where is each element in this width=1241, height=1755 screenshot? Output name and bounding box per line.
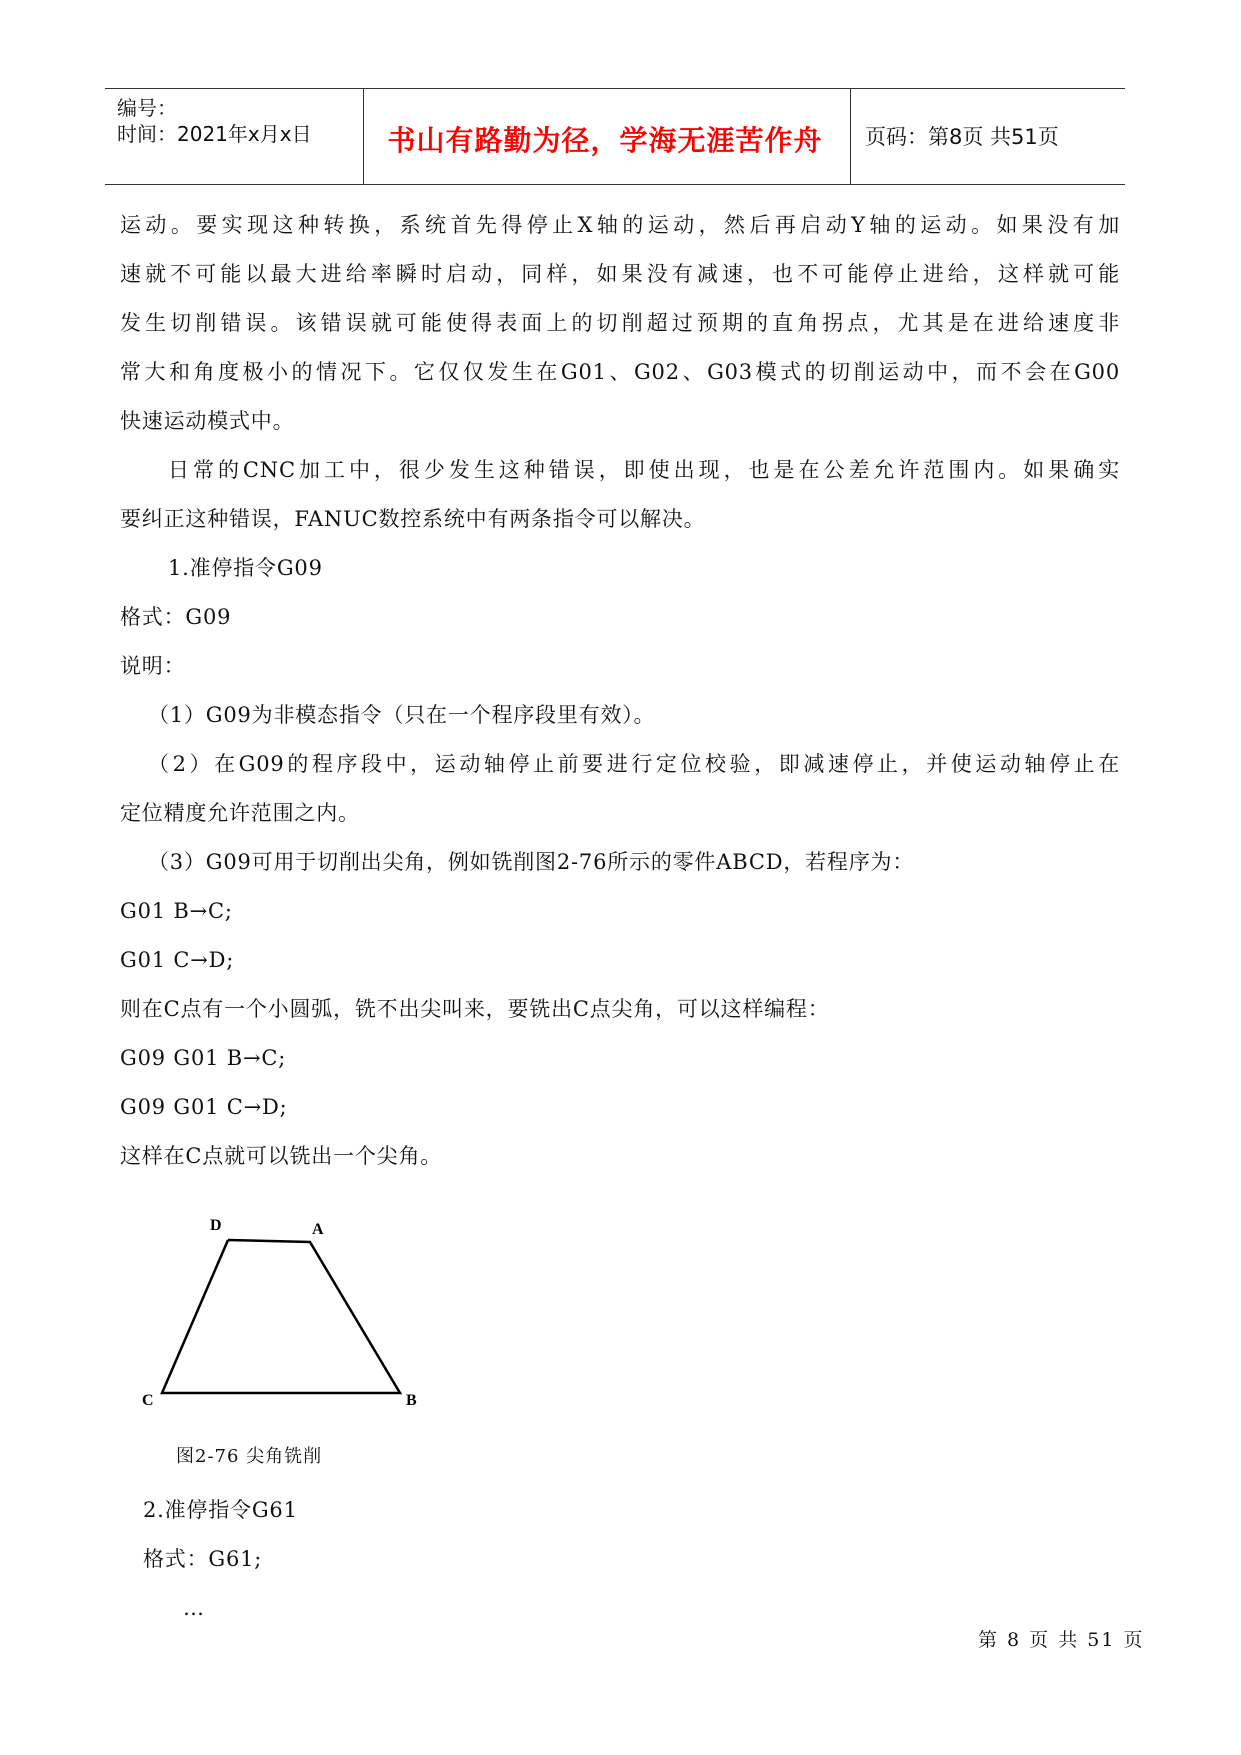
header-meta [117,95,312,147]
body-line: 格式：G09 [120,605,232,629]
body-line: 快速运动模式中。 [120,409,295,433]
header-page-label: 页码：第8页 共51页 [865,125,1059,149]
document-header [105,88,1125,185]
code-line: G01 C→D; [120,948,235,972]
body-line: 日常的CNC加工中，很少发生这种错误，即使出现，也是在公差允许范围内。如果确实 [168,458,1120,482]
body-line: 发生切削错误。该错误就可能使得表面上的切削超过预期的直角拐点，尤其是在进给速度非 [120,311,1120,335]
code-line: G09 G01 B→C; [120,1046,287,1070]
body-line: 运动。要实现这种转换，系统首先得停止X轴的运动，然后再启动Y轴的运动。如果没有加 [120,213,1120,237]
body-line: 定位精度允许范围之内。 [120,801,360,825]
body-line: （2）在G09的程序段中，运动轴停止前要进行定位校验，即减速停止，并使运动轴停止在 [148,752,1120,776]
point-label-b: B [406,1392,417,1409]
body-line: 速就不可能以最大进给率瞬时启动，同样，如果没有减速，也不可能停止进给，这样就可能 [120,262,1120,286]
body-line: （3）G09可用于切削出尖角，例如铣削图2-76所示的零件ABCD，若程序为： [148,850,915,874]
page-footer: 第 8 页 共 51 页 [978,1629,1145,1651]
code-line: G01 B→C; [120,899,233,923]
ellipsis-line: … [183,1596,205,1620]
section-heading: 1.准停指令G09 [168,556,323,580]
point-label-c: C [142,1392,154,1409]
section-heading: 2.准停指令G61 [143,1498,298,1522]
trapezoid-figure [140,1210,440,1420]
body-line: 说明： [120,654,186,678]
point-label-d: D [210,1217,222,1234]
header-divider [363,89,364,184]
code-line: G09 G01 C→D; [120,1095,288,1119]
body-line: 则在C点有一个小圆弧，铣不出尖叫来，要铣出C点尖角，可以这样编程： [120,997,830,1021]
figure-caption: 图2-76 尖角铣削 [176,1446,323,1467]
body-line: 这样在C点就可以铣出一个尖角。 [120,1144,443,1168]
body-line: （1）G09为非模态指令（只在一个程序段里有效）。 [148,703,656,727]
point-label-a: A [312,1221,324,1238]
header-motto: 书山有路勤为径，学海无涯苦作舟 [387,124,823,157]
body-line: 常大和角度极小的情况下。它仅仅发生在G01、G02、G03模式的切削运动中，而不会在G00 [120,360,1120,384]
body-line: 要纠正这种错误，FANUC数控系统中有两条指令可以解决。 [120,507,706,531]
trapezoid-outline [162,1240,400,1393]
body-line: 格式：G61; [143,1547,263,1571]
header-time-label: 时间：2021年x月x日 [117,122,312,146]
header-number-label: 编号： [117,96,177,120]
header-divider [850,89,851,184]
